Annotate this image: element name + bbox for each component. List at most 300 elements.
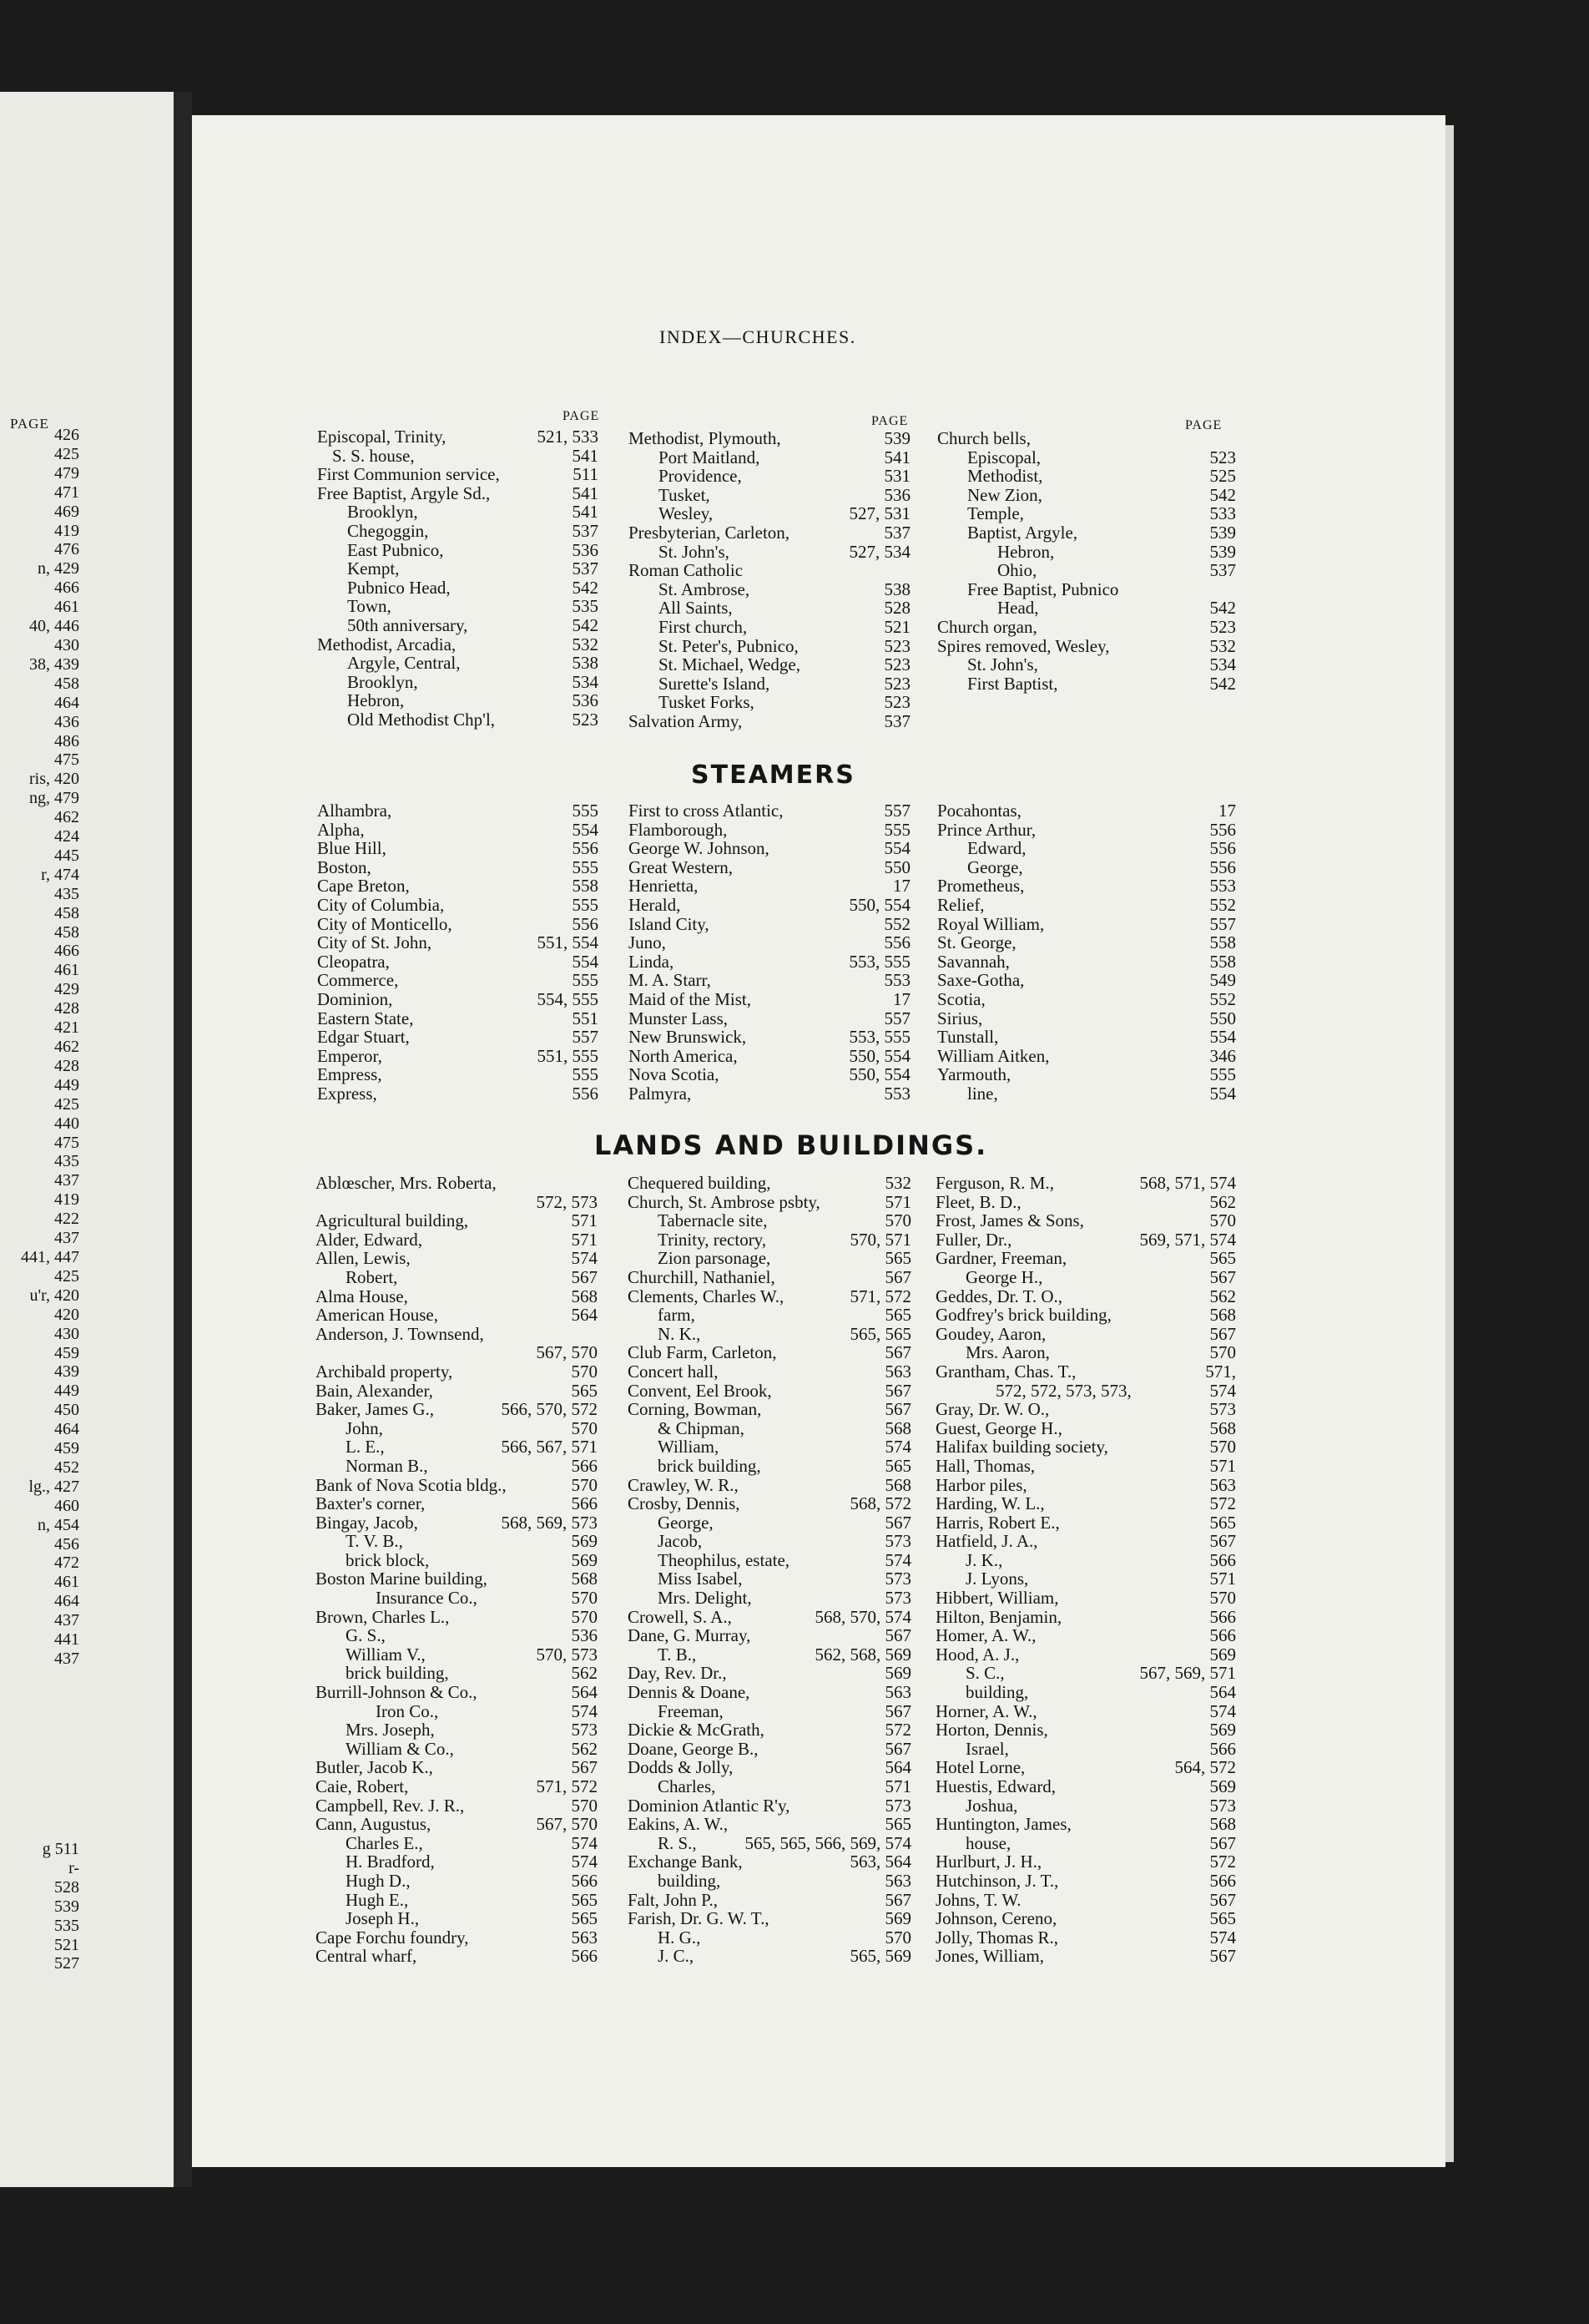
entry-name: 572, 572, 573, 573,: [996, 1380, 1132, 1401]
entry-page-number: 551, 555: [537, 1045, 598, 1066]
entry-name: Club Farm, Carleton,: [628, 1342, 777, 1363]
entry-name: Alpha,: [317, 819, 365, 840]
index-entry: [937, 801, 1236, 821]
entry-name: Scotia,: [937, 988, 986, 1009]
left-page-number: ris, 420: [29, 770, 79, 789]
entry-page-number: 567: [885, 1889, 911, 1910]
entry-page-number: 567: [885, 1399, 911, 1420]
left-page-number: 539: [54, 1897, 79, 1916]
index-entry: [315, 1683, 598, 1702]
index-entry: [317, 654, 598, 673]
entry-page-number: 568, 572: [850, 1493, 911, 1514]
entry-page-number: 17: [1218, 801, 1236, 821]
entry-name: Boston Marine building,: [315, 1569, 487, 1589]
entry-name: H. G.,: [658, 1927, 701, 1948]
index-entry: [936, 1306, 1236, 1325]
index-entry: [317, 915, 598, 934]
index-entry: [315, 1740, 598, 1759]
entry-page-number: 574: [885, 1549, 911, 1570]
entry-page-number: 567: [1209, 1946, 1236, 1967]
index-entry: [936, 1702, 1236, 1721]
entry-name: brick block,: [346, 1549, 430, 1570]
entry-name: Boston,: [317, 856, 371, 877]
left-page-number: 521: [54, 1935, 79, 1954]
entry-name: Episcopal,: [967, 447, 1042, 467]
entry-page-number: 550, 554: [849, 1064, 911, 1085]
churches-column-3: [937, 429, 1236, 693]
entry-page-number: 570: [571, 1795, 598, 1816]
entry-name: Town,: [347, 596, 391, 617]
entry-page-number: 554: [884, 838, 911, 859]
index-entry: [628, 933, 911, 952]
left-page-numbers-bottom: [0, 1840, 79, 1973]
entry-name: Horton, Dennis,: [936, 1720, 1048, 1740]
entry-name: St. John's,: [658, 541, 729, 562]
index-entry: [628, 1513, 911, 1533]
index-entry: [315, 1287, 598, 1306]
index-entry: [628, 896, 911, 915]
entry-page-number: 563: [885, 1682, 911, 1703]
index-entry: [317, 522, 598, 541]
entry-page-number: 523: [884, 654, 911, 675]
index-entry: [936, 1569, 1236, 1589]
entry-page-number: 564: [571, 1682, 598, 1703]
left-page-number: 479: [54, 463, 79, 482]
index-entry: [936, 1325, 1236, 1344]
entry-name: building,: [658, 1870, 721, 1891]
entry-name: Surette's Island,: [658, 673, 770, 694]
index-entry: [937, 637, 1236, 656]
index-entry: [936, 1400, 1236, 1419]
entry-name: Day, Rev. Dr.,: [628, 1663, 727, 1684]
entry-page-number: 563: [885, 1870, 911, 1891]
entry-page-number: 562: [1209, 1191, 1236, 1212]
index-entry: [937, 915, 1236, 934]
entry-page-number: 568, 571, 574: [1139, 1173, 1236, 1193]
left-page-number: 428: [54, 1056, 79, 1075]
index-entry: [628, 1419, 911, 1438]
lands-column-2: [628, 1174, 911, 1966]
entry-page-number: 556: [572, 838, 598, 859]
entry-page-number: 537: [572, 558, 598, 579]
entry-page-number: 570, 571: [850, 1229, 911, 1250]
left-page-number: 419: [54, 521, 79, 540]
entry-name: Alder, Edward,: [315, 1229, 423, 1250]
entry-page-number: 555: [572, 801, 598, 821]
left-page-number: 420: [54, 1305, 79, 1324]
left-page-number: 466: [54, 942, 79, 961]
entry-page-number: 553: [884, 970, 911, 991]
entry-page-number: 567: [1209, 1889, 1236, 1910]
entry-name: Frost, James & Sons,: [936, 1210, 1084, 1231]
entry-page-number: 563, 564: [850, 1852, 911, 1872]
entry-page-number: 537: [884, 522, 911, 543]
entry-name: Zion parsonage,: [658, 1248, 771, 1269]
entry-name: Hall, Thomas,: [936, 1455, 1036, 1476]
entry-page-number: 532: [1209, 635, 1236, 656]
index-entry: [628, 599, 911, 618]
entry-page-number: 568: [571, 1286, 598, 1306]
left-page-number: 471: [54, 482, 79, 502]
index-entry: [937, 1065, 1236, 1084]
entry-name: Joseph H.,: [346, 1908, 420, 1929]
entry-page-number: 550, 554: [849, 1045, 911, 1066]
entry-page-number: 570: [571, 1588, 598, 1609]
entry-page-number: 567, 570: [536, 1342, 598, 1363]
index-entry: [937, 523, 1236, 543]
entry-page-number: 571: [885, 1191, 911, 1212]
entry-page-number: 536: [572, 690, 598, 711]
entry-name: Dickie & McGrath,: [628, 1720, 764, 1740]
index-entry: [628, 1815, 911, 1834]
index-entry: [936, 1343, 1236, 1362]
entry-name: Harbor piles,: [936, 1474, 1027, 1495]
entry-name: George W. Johnson,: [628, 838, 769, 859]
index-entry: [628, 1249, 911, 1268]
entry-name: J. K.,: [966, 1549, 1003, 1570]
index-entry: [317, 933, 598, 952]
entry-name: Wesley,: [658, 503, 714, 524]
entry-name: N. K.,: [658, 1323, 701, 1344]
entry-page-number: 568: [885, 1474, 911, 1495]
index-entry: [936, 1608, 1236, 1627]
index-entry: [317, 559, 598, 578]
entry-name: Herald,: [628, 894, 681, 915]
entry-name: & Chipman,: [658, 1417, 744, 1438]
index-entry: [936, 1174, 1236, 1193]
steamers-column-2: [628, 801, 911, 1104]
index-entry: [936, 1287, 1236, 1306]
entry-name: St. Michael, Wedge,: [658, 654, 800, 675]
left-page-number: 475: [54, 750, 79, 770]
entry-name: Huntington, James,: [936, 1814, 1072, 1835]
index-entry: [628, 1891, 911, 1910]
entry-page-number: 552: [884, 913, 911, 934]
index-entry: [628, 915, 911, 934]
index-entry: [936, 1928, 1236, 1948]
entry-name: Iron Co.,: [376, 1700, 439, 1721]
entry-name: T. V. B.,: [346, 1531, 403, 1552]
entry-page-number: 541: [884, 447, 911, 467]
page-title: INDEX—CHURCHES.: [659, 326, 856, 347]
left-page-number: 461: [54, 961, 79, 980]
entry-name: Falt, John P.,: [628, 1889, 718, 1910]
index-entry: [937, 1084, 1236, 1104]
index-entry: [628, 1852, 911, 1872]
entry-page-number: 572, 573: [536, 1191, 598, 1212]
entry-name: Guest, George H.,: [936, 1417, 1062, 1438]
index-entry: [315, 1437, 598, 1457]
entry-page-number: 551, 554: [537, 932, 598, 953]
entry-page-number: 568, 570, 574: [815, 1606, 911, 1627]
index-entry: [936, 1494, 1236, 1513]
entry-page-number: 574: [571, 1852, 598, 1872]
entry-name: Bain, Alexander,: [315, 1380, 433, 1401]
entry-page-number: 555: [572, 970, 598, 991]
entry-page-number: 539: [884, 428, 911, 448]
index-entry: [315, 1947, 598, 1966]
left-page-number: 429: [54, 980, 79, 999]
entry-name: Godfrey's brick building,: [936, 1305, 1112, 1326]
entry-page-number: 567, 569, 571: [1139, 1663, 1236, 1684]
entry-name: H. Bradford,: [346, 1852, 435, 1872]
entry-name: Old Methodist Chp'l,: [347, 709, 496, 730]
index-entry: [628, 1777, 911, 1796]
index-entry: [628, 1834, 911, 1853]
left-page-number: 425: [54, 1094, 79, 1114]
entry-name: Ferguson, R. M.,: [936, 1173, 1054, 1193]
left-page-number: 464: [54, 693, 79, 712]
left-page-label: PAGE: [10, 416, 49, 432]
index-entry: [628, 858, 911, 877]
entry-name: Exchange Bank,: [628, 1852, 743, 1872]
entry-name: East Pubnico,: [347, 539, 444, 560]
entry-page-number: 565: [885, 1814, 911, 1835]
entry-name: Linda,: [628, 951, 674, 972]
entry-page-number: 542: [572, 577, 598, 598]
index-entry: [628, 1569, 911, 1589]
index-entry: [628, 1928, 911, 1948]
index-entry: [315, 1174, 598, 1193]
index-entry: [315, 1815, 598, 1834]
left-page-number: 460: [54, 1496, 79, 1515]
entry-name: Theophilus, estate,: [658, 1549, 790, 1570]
entry-page-number: 571: [571, 1229, 598, 1250]
index-entry: [937, 821, 1236, 840]
entry-page-number: 558: [1209, 951, 1236, 972]
index-entry: [936, 1872, 1236, 1891]
index-entry: [937, 877, 1236, 896]
entry-name: Argyle, Central,: [347, 653, 461, 674]
index-page: [192, 115, 1445, 2167]
index-entry: [936, 1891, 1236, 1910]
entry-name: New Brunswick,: [628, 1027, 747, 1048]
index-entry: [317, 990, 598, 1009]
entry-name: Bingay, Jacob,: [315, 1512, 418, 1533]
index-entry: [628, 618, 911, 637]
entry-name: Chequered building,: [628, 1173, 771, 1193]
entry-name: Royal William,: [937, 913, 1045, 934]
entry-page-number: 542: [1209, 673, 1236, 694]
index-entry: [936, 1777, 1236, 1796]
index-entry: [937, 448, 1236, 467]
entry-page-number: 567: [571, 1266, 598, 1287]
index-entry: [315, 1589, 598, 1608]
left-page-number: 421: [54, 1018, 79, 1038]
entry-name: Bank of Nova Scotia bldg.,: [315, 1474, 507, 1495]
entry-page-number: 521, 533: [537, 427, 598, 447]
entry-page-number: 572: [885, 1720, 911, 1740]
entry-name: Crowell, S. A.,: [628, 1606, 732, 1627]
entry-name: M. A. Starr,: [628, 970, 711, 991]
entry-page-number: 562: [571, 1663, 598, 1684]
entry-page-number: 571: [1209, 1455, 1236, 1476]
entry-name: Archibald property,: [315, 1361, 453, 1382]
entry-page-number: 535: [572, 596, 598, 617]
index-entry: [317, 839, 598, 858]
entry-name: All Saints,: [658, 598, 733, 619]
entry-page-number: 523: [1209, 447, 1236, 467]
entry-name: St. Ambrose,: [658, 578, 750, 599]
entry-page-number: 570: [571, 1606, 598, 1627]
entry-name: Maid of the Mist,: [628, 988, 751, 1009]
entry-page-number: 566: [1209, 1738, 1236, 1759]
left-page-number: 476: [54, 540, 79, 559]
left-page-number: 425: [54, 1266, 79, 1286]
entry-name: Emperor,: [317, 1045, 382, 1066]
index-entry: [936, 1362, 1236, 1382]
entry-name: Jolly, Thomas R.,: [936, 1927, 1059, 1948]
index-entry: [315, 1419, 598, 1438]
entry-name: Methodist, Plymouth,: [628, 428, 781, 448]
entry-page-number: 566: [571, 1455, 598, 1476]
entry-name: William Aitken,: [937, 1045, 1050, 1066]
entry-name: Cape Breton,: [317, 876, 410, 897]
index-entry: [936, 1796, 1236, 1816]
index-entry: [936, 1909, 1236, 1928]
index-entry: [628, 952, 911, 972]
index-entry: [315, 1758, 598, 1777]
entry-page-number: 531: [884, 466, 911, 487]
index-entry: [628, 1362, 911, 1382]
entry-name: New Zion,: [967, 484, 1042, 505]
entry-page-number: 557: [572, 1027, 598, 1048]
index-entry: [936, 1740, 1236, 1759]
index-entry: [628, 467, 911, 486]
entry-page-number: 567: [1209, 1832, 1236, 1853]
entry-page-number: 552: [1209, 894, 1236, 915]
left-page-number: 426: [54, 426, 79, 444]
entry-page-number: 562: [571, 1738, 598, 1759]
index-entry: [628, 637, 911, 656]
entry-page-number: 557: [1209, 913, 1236, 934]
index-entry: [628, 839, 911, 858]
entry-page-number: 556: [1209, 819, 1236, 840]
entry-page-number: 533: [1209, 503, 1236, 524]
index-entry: [317, 427, 598, 447]
entry-name: Church bells,: [937, 428, 1031, 448]
entry-page-number: 556: [1209, 856, 1236, 877]
index-entry: [315, 1551, 598, 1570]
entry-name: Cann, Augustus,: [315, 1814, 431, 1835]
entry-page-number: 563: [885, 1361, 911, 1382]
entry-name: Free Baptist, Pubnico: [967, 578, 1119, 599]
entry-name: George,: [658, 1512, 714, 1533]
index-entry: [936, 1532, 1236, 1551]
entry-name: Hugh D.,: [346, 1870, 411, 1891]
left-page-number: 424: [54, 827, 79, 846]
entry-page-number: 555: [1209, 1064, 1236, 1085]
entry-page-number: 555: [572, 894, 598, 915]
index-entry: [315, 1325, 598, 1344]
entry-name: Tabernacle site,: [658, 1210, 768, 1231]
entry-page-number: 541: [572, 502, 598, 523]
entry-page-number: 569: [1209, 1720, 1236, 1740]
entry-page-number: 536: [572, 539, 598, 560]
index-entry: [628, 1230, 911, 1250]
entry-name: Dominion Atlantic R'y,: [628, 1795, 790, 1816]
entry-name: T. B.,: [658, 1644, 697, 1665]
index-entry: [628, 1382, 911, 1401]
left-page-number: 445: [54, 846, 79, 865]
entry-page-number: 569: [885, 1663, 911, 1684]
entry-page-number: 541: [572, 482, 598, 503]
entry-page-number: 564: [1209, 1682, 1236, 1703]
entry-page-number: 567: [885, 1700, 911, 1721]
index-entry: [315, 1400, 598, 1419]
left-page-number: 472: [54, 1554, 79, 1573]
left-page-number: 456: [54, 1534, 79, 1554]
entry-page-number: 568: [1209, 1305, 1236, 1326]
index-entry: [315, 1362, 598, 1382]
index-entry: [936, 1437, 1236, 1457]
entry-name: Spires removed, Wesley,: [937, 635, 1110, 656]
entry-page-number: 534: [1209, 654, 1236, 675]
entry-page-number: 563: [1209, 1474, 1236, 1495]
entry-page-number: 570: [571, 1474, 598, 1495]
entry-page-number: 523: [884, 673, 911, 694]
entry-page-number: 571, 572: [536, 1776, 598, 1796]
entry-page-number: 568: [1209, 1417, 1236, 1438]
entry-name: Church organ,: [937, 616, 1037, 637]
entry-page-number: 564, 572: [1174, 1757, 1236, 1778]
index-entry: [937, 543, 1236, 562]
entry-page-number: 573: [571, 1720, 598, 1740]
entry-name: Gardner, Freeman,: [936, 1248, 1067, 1269]
entry-name: Trinity, rectory,: [658, 1229, 767, 1250]
entry-page-number: 573: [885, 1531, 911, 1552]
entry-page-number: 570, 573: [536, 1644, 598, 1665]
left-page-number: 458: [54, 674, 79, 693]
entry-page-number: 567: [885, 1380, 911, 1401]
entry-page-number: 574: [571, 1248, 598, 1269]
left-page-number: g 511: [42, 1840, 79, 1858]
index-entry: [936, 1758, 1236, 1777]
index-entry: [936, 1382, 1236, 1401]
entry-page-number: 569: [571, 1549, 598, 1570]
index-entry: [628, 712, 911, 731]
entry-name: Clements, Charles W.,: [628, 1286, 784, 1306]
entry-name: Methodist, Arcadia,: [317, 634, 457, 654]
section-title-steamers: STEAMERS: [691, 760, 855, 790]
entry-page-number: 556: [572, 913, 598, 934]
entry-name: Johns, T. W.: [936, 1889, 1022, 1910]
entry-page-number: 553, 555: [849, 1027, 911, 1048]
entry-page-number: 565, 569: [850, 1946, 911, 1967]
entry-name: Prometheus,: [937, 876, 1025, 897]
entry-name: Temple,: [967, 503, 1024, 524]
left-page-number: 459: [54, 1439, 79, 1458]
entry-page-number: 566: [571, 1946, 598, 1967]
entry-name: Presbyterian, Carleton,: [628, 522, 790, 543]
entry-page-number: 567: [885, 1512, 911, 1533]
entry-name: Johnson, Cereno,: [936, 1908, 1057, 1929]
entry-page-number: 566: [1209, 1625, 1236, 1646]
index-entry: [628, 448, 911, 467]
entry-page-number: 567: [885, 1266, 911, 1287]
entry-page-number: 565: [1209, 1512, 1236, 1533]
left-page-number: 462: [54, 1038, 79, 1056]
entry-page-number: 570: [1209, 1588, 1236, 1609]
entry-page-number: 17: [893, 876, 911, 897]
entry-page-number: 572: [1209, 1493, 1236, 1514]
entry-page-number: 574: [1209, 1700, 1236, 1721]
index-entry: [628, 1608, 911, 1627]
entry-page-number: 565: [571, 1380, 598, 1401]
index-entry: [628, 561, 911, 580]
left-page-number: 464: [54, 1420, 79, 1439]
entry-page-number: 574: [1209, 1927, 1236, 1948]
